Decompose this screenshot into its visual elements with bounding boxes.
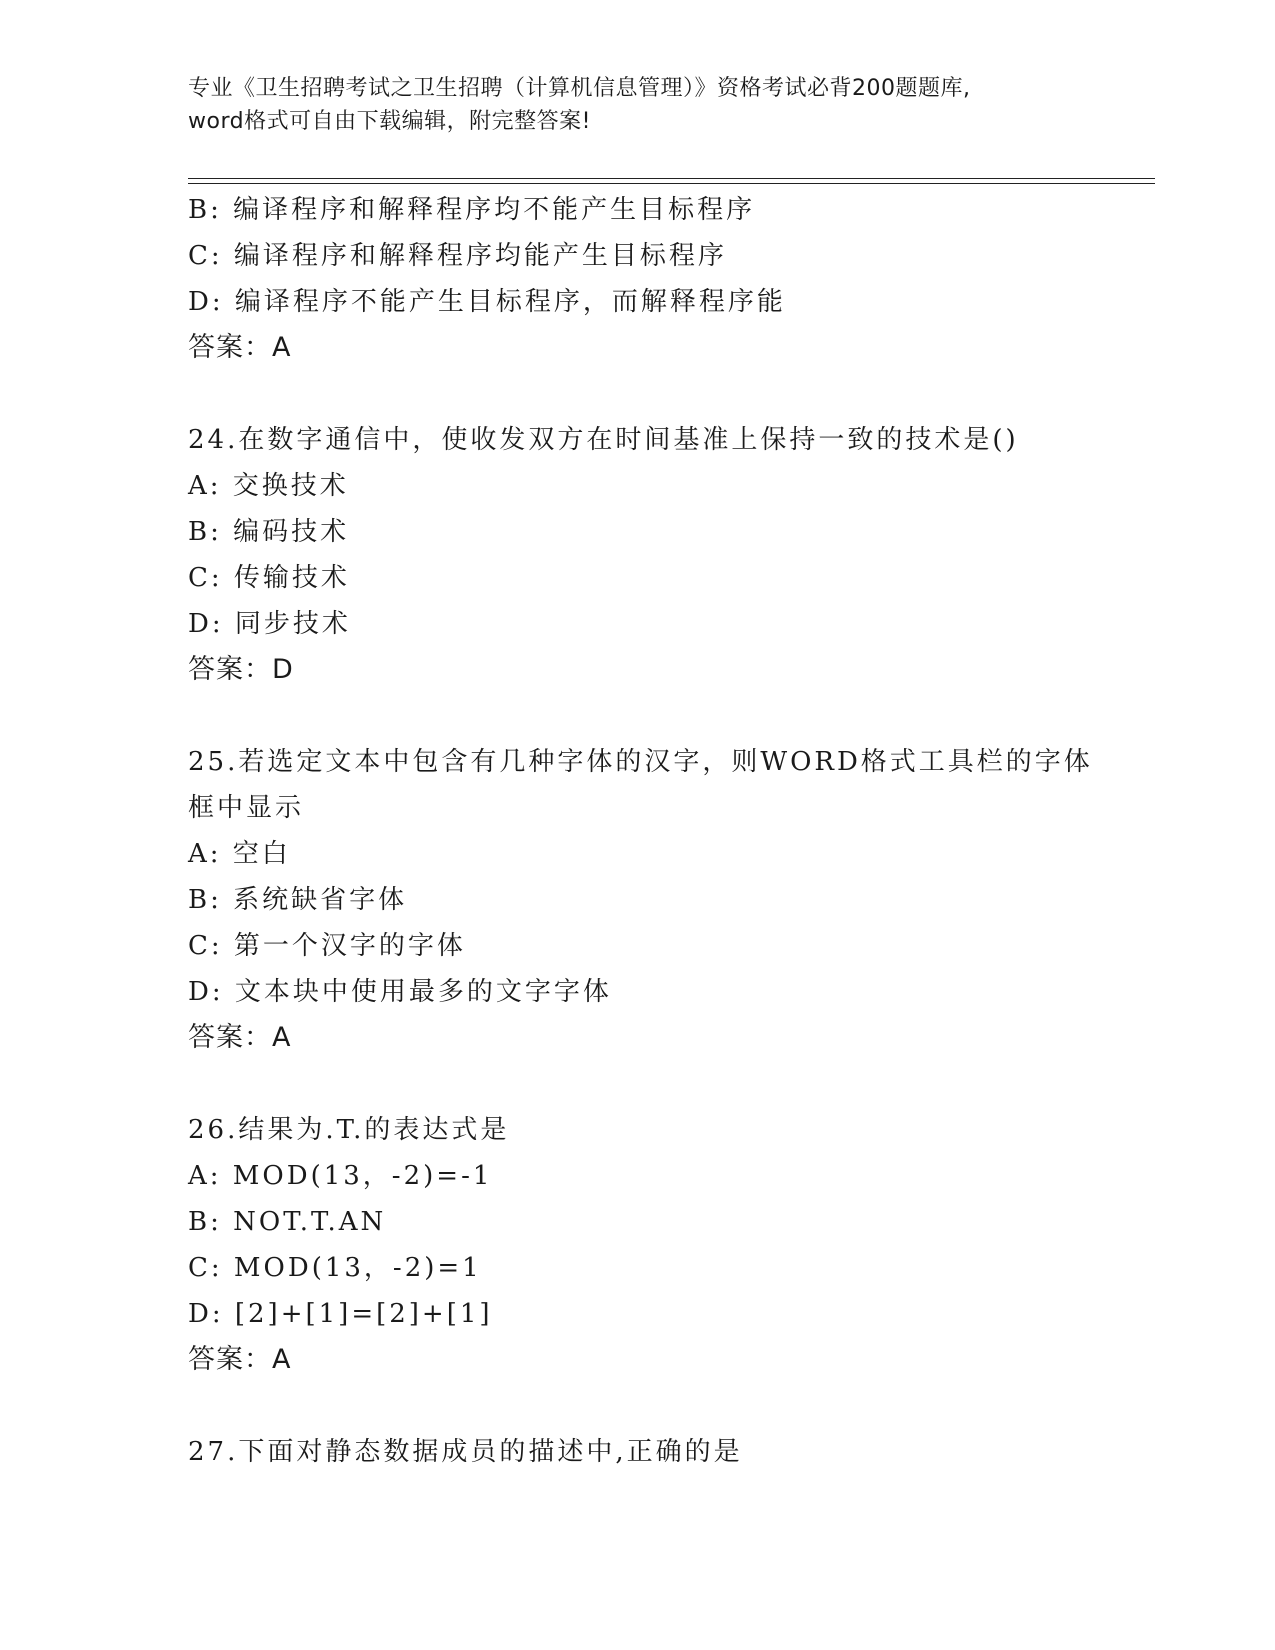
- spacer: [188, 693, 1148, 739]
- question-text: 24.在数字通信中，使收发双方在时间基准上保持一致的技术是(): [188, 425, 1019, 455]
- option-c: C: MOD(13，-2)=1: [188, 1253, 482, 1283]
- question-23-tail: [188, 187, 1148, 371]
- question-25: [188, 739, 1148, 1061]
- option-b: B: NOT.T.AN: [188, 1207, 387, 1237]
- header-rule-top: [188, 178, 1155, 179]
- answer: 答案：A: [188, 1344, 292, 1375]
- option-c: C: 第一个汉字的字体: [188, 931, 466, 961]
- option-b: B: 系统缺省字体: [188, 885, 408, 915]
- option-b: B: 编码技术: [188, 517, 350, 547]
- question-24: [188, 417, 1148, 693]
- option-c: C: 传输技术: [188, 563, 350, 593]
- option-b: B: 编译程序和解释程序均不能产生目标程序: [188, 195, 756, 225]
- question-list: [188, 187, 1148, 1475]
- spacer: [188, 1061, 1148, 1107]
- question-text: 27.下面对静态数据成员的描述中,正确的是: [188, 1437, 743, 1467]
- spacer: [188, 1383, 1148, 1429]
- question-text-line-1: 25.若选定文本中包含有几种字体的汉字，则WORD格式工具栏的字体: [188, 747, 1093, 777]
- option-a: A: 交换技术: [188, 471, 349, 501]
- header-rule-bottom: [188, 183, 1155, 184]
- document-header: [188, 72, 1088, 138]
- answer: 答案：A: [188, 332, 292, 363]
- spacer: [188, 371, 1148, 417]
- option-a: A: 空白: [188, 839, 291, 869]
- option-a: A: MOD(13，-2)=-1: [188, 1161, 493, 1191]
- header-title-line-2: word格式可自由下载编辑，附完整答案!: [188, 109, 591, 134]
- question-text: 26.结果为.T.的表达式是: [188, 1115, 510, 1145]
- option-d: D: 编译程序不能产生目标程序，而解释程序能: [188, 287, 786, 317]
- option-d: D: 文本块中使用最多的文字字体: [188, 977, 612, 1007]
- question-text-line-2: 框中显示: [188, 793, 305, 823]
- option-d: D: [2]+[1]=[2]+[1]: [188, 1299, 493, 1329]
- answer: 答案：D: [188, 654, 294, 685]
- question-26: [188, 1107, 1148, 1383]
- header-title-line-1: 专业《卫生招聘考试之卫生招聘（计算机信息管理）》资格考试必背200题题库,: [188, 76, 971, 101]
- answer: 答案：A: [188, 1022, 292, 1053]
- question-27: [188, 1429, 1148, 1475]
- option-c: C: 编译程序和解释程序均能产生目标程序: [188, 241, 727, 271]
- option-d: D: 同步技术: [188, 609, 351, 639]
